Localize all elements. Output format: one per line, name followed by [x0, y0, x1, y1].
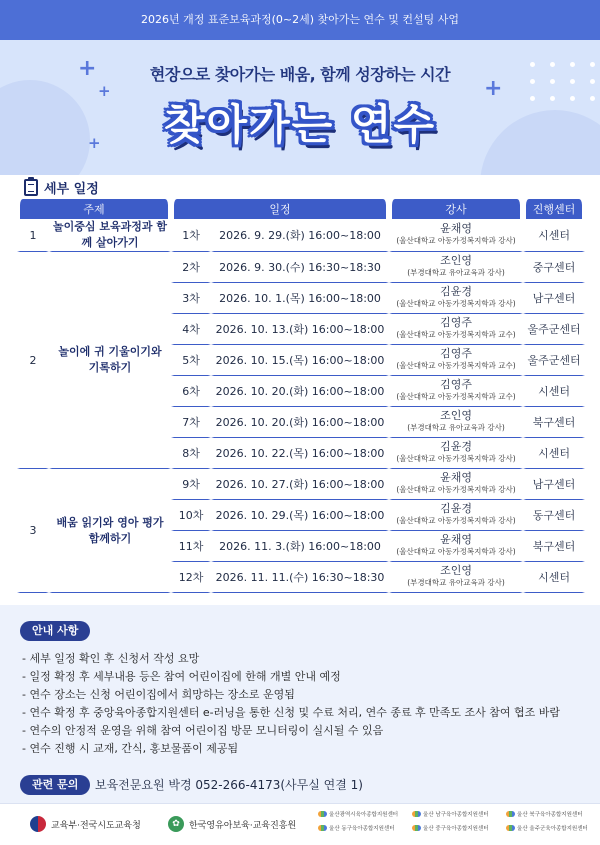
session-cell: 3차 [171, 283, 211, 314]
session-cell: 11차 [171, 531, 211, 562]
topic-number: 2 [17, 252, 49, 469]
list-item: - 세부 일정 확인 후 신청서 작성 요망 [22, 652, 200, 665]
table-header-row [17, 199, 585, 219]
center-cell: 중구센터 [523, 252, 585, 283]
hero-subtitle: 현장으로 찾아가는 배움, 함께 성장하는 시간 [149, 65, 451, 84]
session-cell: 2차 [171, 252, 211, 283]
org1-label: 교육부·전국시도교육청 [51, 820, 141, 831]
instructor-cell [389, 407, 523, 438]
center-mark-icon [318, 811, 327, 817]
list-item: - 일정 확정 후 세부내용 등은 참여 어린이집에 한해 개별 안내 예정 [22, 670, 341, 683]
date-cell: 2026. 10. 20.(화) 16:00~18:00 [211, 376, 389, 407]
instructor-affiliation: (부경대학교 유아교육과 강사) [407, 268, 505, 277]
clipboard-icon [24, 179, 38, 196]
center-cell: 시센터 [523, 438, 585, 469]
center-cell: 울주군센터 [523, 314, 585, 345]
table-row [17, 469, 585, 500]
instructor-name: 김윤경 [440, 440, 472, 453]
topic-number: 1 [17, 219, 49, 252]
instructor-cell [389, 531, 523, 562]
center-logo: 울산 중구육아종합지원센터 [412, 824, 506, 832]
instructor-cell [389, 345, 523, 376]
notice-heading: 안내 사항 [20, 621, 90, 641]
center-cell: 울주군센터 [523, 345, 585, 376]
center-logo: 울산 울주군육아종합지원센터 [506, 824, 600, 832]
instructor-name: 윤채영 [440, 533, 472, 546]
date-cell: 2026. 9. 30.(수) 16:30~18:30 [211, 252, 389, 283]
session-cell: 5차 [171, 345, 211, 376]
kice-leaf-icon: ✿ [168, 816, 184, 832]
session-cell: 10차 [171, 500, 211, 531]
date-cell: 2026. 10. 29.(목) 16:00~18:00 [211, 500, 389, 531]
list-item: - 연수의 안정적 운영을 위해 참여 어린이집 방문 모니터링이 실시될 수 있음 [22, 724, 384, 737]
list-item: - 연수 진행 시 교재, 간식, 홍보물품이 제공됨 [22, 742, 239, 755]
center-cell: 북구센터 [523, 407, 585, 438]
center-cell: 남구센터 [523, 283, 585, 314]
instructor-name: 김영주 [440, 347, 472, 360]
center-logo: 울산 북구육아종합지원센터 [506, 810, 600, 818]
col-header-date: 일정 [171, 199, 389, 219]
instructor-affiliation: (울산대학교 아동가정복지학과 교수) [396, 361, 516, 370]
session-cell: 7차 [171, 407, 211, 438]
instructor-name: 김영주 [440, 378, 472, 391]
date-cell: 2026. 10. 22.(목) 16:00~18:00 [211, 438, 389, 469]
center-mark-icon [506, 825, 515, 831]
hero-title: 찾아가는 연수 [163, 100, 437, 149]
instructor-affiliation: (울산대학교 아동가정복지학과 강사) [396, 547, 516, 556]
instructor-affiliation: (울산대학교 아동가정복지학과 강사) [396, 454, 516, 463]
session-cell: 12차 [171, 562, 211, 593]
contact-info: 보육전문요원 박경 052-266-4173(사무실 연결 1) [95, 778, 363, 792]
instructor-name: 조인영 [440, 564, 472, 577]
list-item: - 연수 장소는 신청 어린이집에서 희망하는 장소로 운영됨 [22, 688, 295, 701]
plus-icon: + [98, 82, 111, 100]
table-row [17, 252, 585, 283]
center-logo: 울산광역시육아종합지원센터 [318, 810, 412, 818]
center-cell: 남구센터 [523, 469, 585, 500]
footer [0, 803, 600, 845]
center-cell: 시센터 [523, 219, 585, 252]
instructor-cell [389, 438, 523, 469]
instructor-affiliation: (울산대학교 아동가정복지학과 교수) [396, 330, 516, 339]
center-logos [318, 810, 600, 832]
col-header-topic: 주제 [17, 199, 171, 219]
instructor-cell [389, 376, 523, 407]
instructor-cell [389, 314, 523, 345]
instructor-name: 김윤경 [440, 285, 472, 298]
instructor-cell [389, 283, 523, 314]
topic-title: 놀이중심 보육과정과 함께 살아가기 [49, 219, 171, 252]
topic-title: 배움 읽기와 영아 평가 함께하기 [49, 469, 171, 593]
center-logo: 울산 남구육아종합지원센터 [412, 810, 506, 818]
list-item: - 연수 확정 후 중앙육아종합지원센터 e-러닝을 통한 신청 및 수료 처리, 연수 종료 후 만족도 조사 참여 협조 바람 [22, 706, 561, 719]
schedule-section [0, 175, 600, 605]
center-mark-icon [412, 825, 421, 831]
org2-label: 한국영유아보육·교육진흥원 [189, 820, 297, 831]
col-header-instructor: 강사 [389, 199, 523, 219]
center-mark-icon [506, 811, 515, 817]
date-cell: 2026. 10. 15.(목) 16:00~18:00 [211, 345, 389, 376]
instructor-affiliation: (울산대학교 아동가정복지학과 교수) [396, 392, 516, 401]
center-cell: 시센터 [523, 562, 585, 593]
notice-section [0, 605, 600, 803]
session-cell: 1차 [171, 219, 211, 252]
topic-title: 놀이에 귀 기울이기와 기록하기 [49, 252, 171, 469]
plus-icon: + [78, 56, 97, 81]
schedule-table [17, 199, 585, 593]
center-logo: 울산 동구육아종합지원센터 [318, 824, 412, 832]
instructor-cell [389, 562, 523, 593]
topic-number: 3 [17, 469, 49, 593]
instructor-name: 김윤경 [440, 502, 472, 515]
instructor-affiliation: (울산대학교 아동가정복지학과 강사) [396, 516, 516, 525]
date-cell: 2026. 10. 1.(목) 16:00~18:00 [211, 283, 389, 314]
center-cell: 북구센터 [523, 531, 585, 562]
instructor-affiliation: (부경대학교 유아교육과 강사) [407, 423, 505, 432]
instructor-cell [389, 469, 523, 500]
instructor-affiliation: (울산대학교 아동가정복지학과 강사) [396, 236, 516, 245]
col-header-center: 진행센터 [523, 199, 585, 219]
table-row [17, 219, 585, 252]
instructor-affiliation: (부경대학교 유아교육과 강사) [407, 578, 505, 587]
notice-list [22, 650, 560, 758]
instructor-name: 김영주 [440, 316, 472, 329]
center-mark-icon [412, 811, 421, 817]
instructor-cell [389, 252, 523, 283]
date-cell: 2026. 10. 13.(화) 16:00~18:00 [211, 314, 389, 345]
instructor-cell [389, 500, 523, 531]
date-cell: 2026. 9. 29.(화) 16:00~18:00 [211, 219, 389, 252]
schedule-heading-label: 세부 일정 [44, 181, 99, 197]
date-cell: 2026. 10. 27.(화) 16:00~18:00 [211, 469, 389, 500]
date-cell: 2026. 11. 3.(화) 16:00~18:00 [211, 531, 389, 562]
date-cell: 2026. 11. 11.(수) 16:30~18:30 [211, 562, 389, 593]
session-cell: 9차 [171, 469, 211, 500]
contact-heading: 관련 문의 [20, 775, 90, 795]
instructor-name: 조인영 [440, 254, 472, 267]
instructor-affiliation: (울산대학교 아동가정복지학과 강사) [396, 299, 516, 308]
center-cell: 동구센터 [523, 500, 585, 531]
moe-logo [30, 816, 141, 832]
instructor-name: 윤채영 [440, 222, 472, 235]
plus-icon: + [484, 76, 503, 101]
session-cell: 4차 [171, 314, 211, 345]
schedule-heading [24, 177, 99, 197]
center-cell: 시센터 [523, 376, 585, 407]
instructor-affiliation: (울산대학교 아동가정복지학과 강사) [396, 485, 516, 494]
session-cell: 8차 [171, 438, 211, 469]
instructor-name: 윤채영 [440, 471, 472, 484]
taegeuk-emblem-icon [30, 816, 46, 832]
center-mark-icon [318, 825, 327, 831]
instructor-name: 조인영 [440, 409, 472, 422]
kice-logo [168, 816, 296, 832]
hero-section [0, 40, 600, 175]
date-cell: 2026. 10. 20.(화) 16:00~18:00 [211, 407, 389, 438]
program-banner: 2026년 개정 표준보육과정(0~2세) 찾아가는 연수 및 컨설팅 사업 [0, 0, 600, 40]
plus-icon: + [88, 134, 101, 152]
instructor-cell [389, 219, 523, 252]
session-cell: 6차 [171, 376, 211, 407]
